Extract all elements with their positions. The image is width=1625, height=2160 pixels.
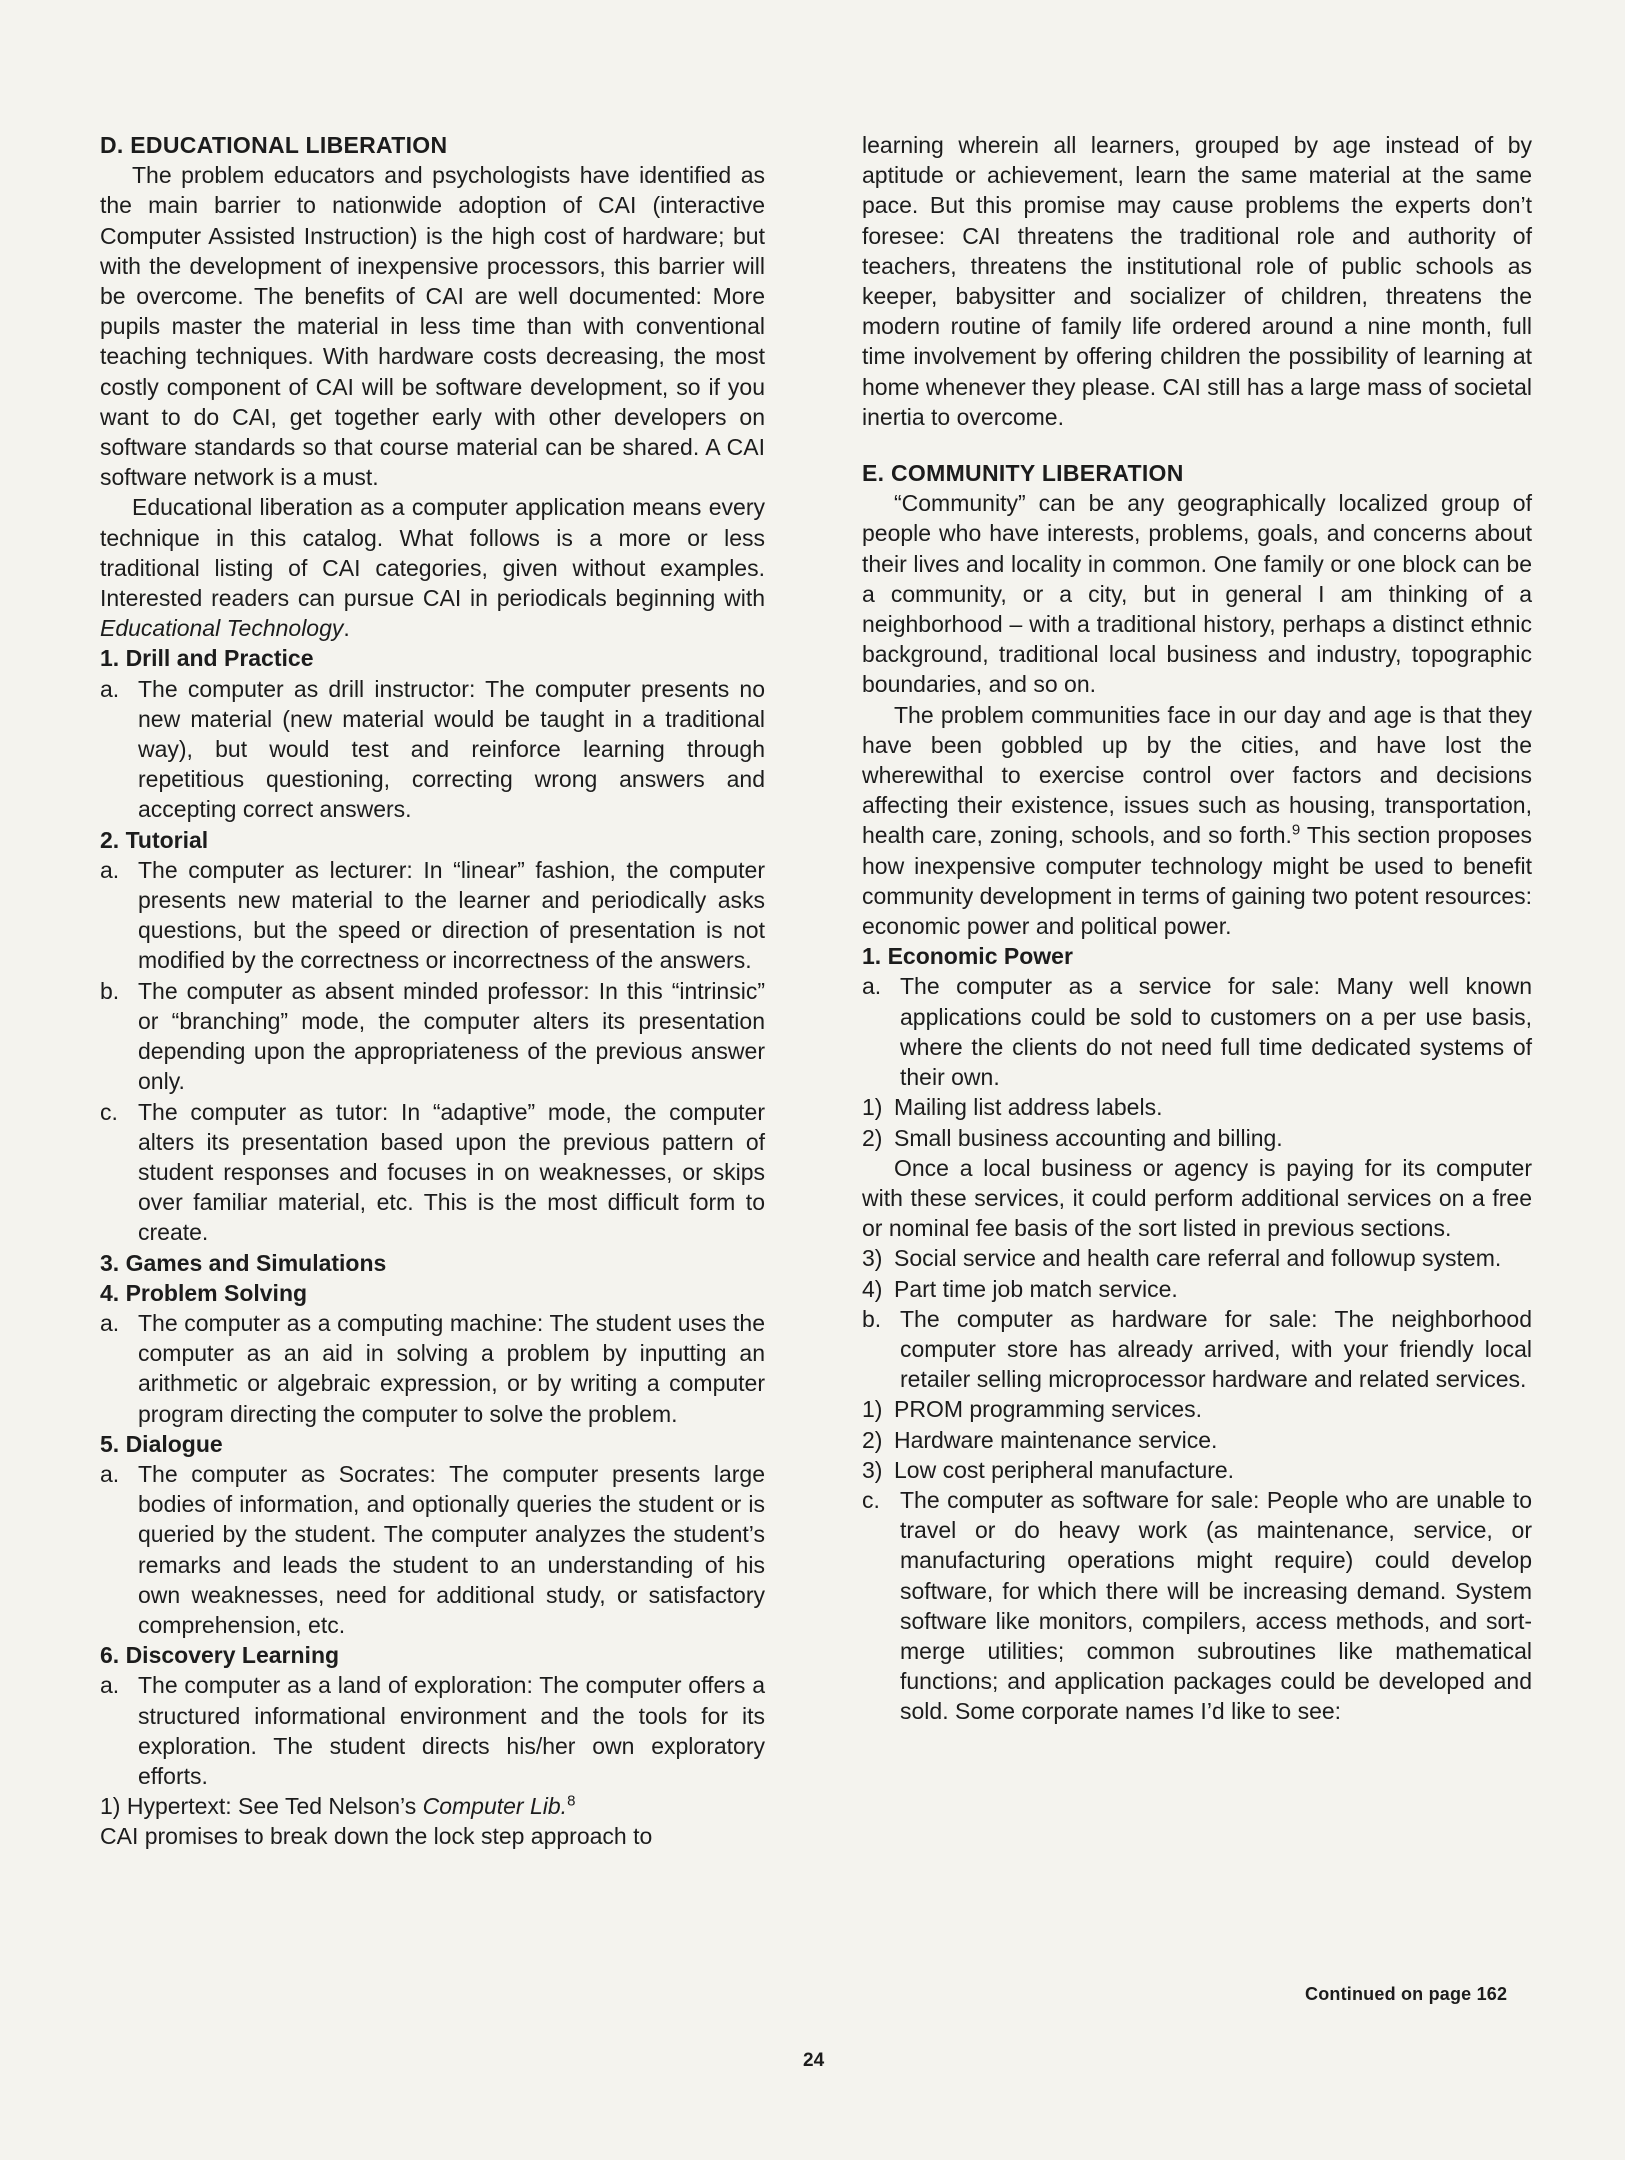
list-item xyxy=(100,674,765,825)
section-d-paragraph-1: The problem educators and psychologists have identified as the main barrier to nationwide adoption of CAI (interactive Computer Assisted Instruction) is the high cost of hardware; but with the development of inexpensive processors, this barrier will be overcome. The benefits of CAI are well documented: More pupils master the material in less time than with conventional teaching techniques. With hardware costs decreasing, the most costly component of CAI will be software development, so if you want to do CAI, get together early with other developers on software standards so that course material can be shared. A CAI software network is a must. xyxy=(100,162,765,491)
item-label: 2) xyxy=(862,1124,883,1151)
item-text: Part time job match service. xyxy=(894,1275,1178,1302)
item-text: The computer as lecturer: In “linear” fashion, the computer presents new material to the learner and periodically asks questions, but the speed or direction of presentation is not modified by the correctness or incorrectness of the answers. xyxy=(138,856,765,974)
sub-list-item xyxy=(862,1092,1532,1122)
list-heading-tutorial: 2. Tutorial xyxy=(100,826,209,853)
item-label: a. xyxy=(100,1460,120,1487)
item-label: c. xyxy=(862,1486,880,1513)
list-item xyxy=(100,855,765,976)
footnote-ref: 8 xyxy=(567,1792,576,1810)
periodical-title: Educational Technology xyxy=(100,615,344,642)
item-text: The computer as a computing machine: The student uses the computer as an aid in solving a problem by inputting an arithmetic or algebraic expression, or by writing a computer program directing the computer to solve the problem. xyxy=(138,1309,765,1427)
item-text: Small business accounting and billing. xyxy=(894,1124,1283,1151)
section-d-paragraph-2 xyxy=(100,492,765,643)
sub-list-item xyxy=(862,1243,1532,1273)
list-item xyxy=(862,971,1532,1092)
item-text: Social service and health care referral and followup system. xyxy=(894,1245,1502,1272)
item-text: The computer as drill instructor: The computer presents no new material (new material would be taught in a traditional way), but would test and reinforce learning through repetitious questioning, correcting wrong answers and accepting correct answers. xyxy=(138,675,765,823)
list-item xyxy=(100,1459,765,1640)
list-item xyxy=(862,1304,1532,1395)
list-heading-economic-power: 1. Economic Power xyxy=(862,943,1073,970)
item-label: b. xyxy=(100,977,120,1004)
item-label: c. xyxy=(100,1098,118,1125)
item-label: a. xyxy=(100,675,120,702)
right-column xyxy=(862,130,1532,1727)
continued-paragraph: learning wherein all learners, grouped by age instead of by aptitude or achievement, learn the same material at the same pace. But this promise may cause problems the experts don’t foresee: CAI threatens the traditional role and authority of teachers, threatens the institutional role of public schools as keeper, babysitter and socializer of children, threatens the modern routine of family life ordered around a nine month, full time involvement by offering children the possibility of learning at home whenever they please. CAI still has a large mass of societal inertia to overcome. xyxy=(862,132,1532,430)
item-label: a. xyxy=(100,1309,120,1336)
sub-list-item xyxy=(862,1394,1532,1424)
item-text: Low cost peripheral manufacture. xyxy=(894,1456,1235,1483)
closing-line: CAI promises to break down the lock step approach to xyxy=(100,1823,653,1850)
section-e-heading: E. COMMUNITY LIBERATION xyxy=(862,460,1184,487)
list-heading-discovery: 6. Discovery Learning xyxy=(100,1642,340,1669)
continued-on-note: Continued on page 162 xyxy=(1305,1984,1508,2004)
list-item xyxy=(100,976,765,1097)
item-text: PROM programming services. xyxy=(894,1396,1203,1423)
item-label: 3) xyxy=(862,1245,883,1272)
sub-list-note: Once a local business or agency is paying for its computer with these services, it could perform additional services on a free or nominal fee basis of the sort listed in previous sections. xyxy=(862,1154,1532,1242)
sub-list-item xyxy=(862,1123,1532,1153)
hypertext-item xyxy=(100,1791,765,1821)
section-gap xyxy=(862,432,1532,458)
item-label: 2) xyxy=(862,1426,883,1453)
sub-list-item xyxy=(862,1455,1532,1485)
page-number: 24 xyxy=(803,2050,825,2071)
list-item xyxy=(100,1308,765,1429)
list-item xyxy=(862,1485,1532,1727)
item-text: The computer as software for sale: People who are unable to travel or do heavy work (as maintenance, service, or manufacturing operations might require) could develop software, for which there will be increasing demand. System software like monitors, compilers, access methods, and sort-merge utilities; common subroutines like mathematical functions; and application packages could be developed and sold. Some corporate names I’d like to see: xyxy=(900,1486,1532,1725)
item-text: The computer as a service for sale: Many well known applications could be sold to customers on a per use basis, where the clients do not need full time dedicated systems of their own. xyxy=(900,973,1532,1091)
sub-list-item xyxy=(862,1274,1532,1304)
list-heading-drill: 1. Drill and Practice xyxy=(100,645,314,672)
section-e-paragraph-1: “Community” can be any geographically localized group of people who have interests, problems, goals, and concerns about their lives and locality in common. One family or one block can be a community, or a city, but in general I am thinking of a neighborhood – with a traditional history, perhaps a distinct ethnic background, traditional local business and industry, topographic boundaries, and so on. xyxy=(862,490,1532,698)
book-title: Computer Lib. xyxy=(422,1793,568,1820)
item-text: The computer as hardware for sale: The neighborhood computer store has already arrived, with your friendly local retailer selling microprocessor hardware and related services. xyxy=(900,1305,1532,1393)
paragraph-2-text: Educational liberation as a computer application means every technique in this catalog. What follows is a more or less traditional listing of CAI categories, given without examples. Interested readers can pursue CAI in periodicals beginning with xyxy=(100,494,765,612)
footnote-ref: 9 xyxy=(1291,821,1301,839)
paragraph-2-end: . xyxy=(343,615,350,642)
item-label: a. xyxy=(100,1672,120,1699)
section-e-paragraph-2 xyxy=(862,700,1532,942)
section-d-heading: D. EDUCATIONAL LIBERATION xyxy=(100,132,448,158)
item-label: 1) xyxy=(862,1396,883,1423)
item-text: Hardware maintenance service. xyxy=(894,1426,1218,1453)
paragraph-2-text: The problem communities face in our day and age is that they have been gobbled up by the cities, and have lost the wherewithal to exercise control over factors and decisions affecting their existence, issues such as housing, transportation, health care, zoning, schools, and so forth. xyxy=(862,701,1532,849)
item-label: 3) xyxy=(862,1456,883,1483)
list-heading-games: 3. Games and Simulations xyxy=(100,1249,387,1276)
list-item xyxy=(100,1097,765,1248)
item-label: a. xyxy=(862,973,882,1000)
item-label: b. xyxy=(862,1305,882,1332)
item-label: 4) xyxy=(862,1275,883,1302)
left-column xyxy=(100,130,765,1852)
item-text: Mailing list address labels. xyxy=(894,1094,1163,1121)
item-text: The computer as absent minded professor: In this “intrinsic” or “branching” mode, the computer alters its presentation depending upon the appropriateness of the previous answer only. xyxy=(138,977,765,1095)
paragraph-2-rest: This section proposes how inexpensive computer technology might be used to benefit community development in terms of gaining two potent resources: economic power and political power. xyxy=(862,822,1532,940)
list-item xyxy=(100,1670,765,1791)
hypertext-text: 1) Hypertext: See Ted Nelson’s xyxy=(100,1793,423,1820)
item-text: The computer as tutor: In “adaptive” mode, the computer alters its presentation based upon the previous pattern of student responses and focuses in on weaknesses, or skips over familiar material, etc. This is the most difficult form to create. xyxy=(138,1098,765,1246)
list-heading-problem-solving: 4. Problem Solving xyxy=(100,1279,308,1306)
sub-list-item xyxy=(862,1425,1532,1455)
list-heading-dialogue: 5. Dialogue xyxy=(100,1430,223,1457)
item-text: The computer as a land of exploration: The computer offers a structured informational environment and the tools for its exploration. The student directs his/her own exploratory efforts. xyxy=(138,1672,765,1789)
item-text: The computer as Socrates: The computer presents large bodies of information, and optionally queries the student or is queried by the student. The computer analyzes the student’s remarks and leads the student to an understanding of his own weaknesses, need for additional study, or satisfactory comprehension, etc. xyxy=(138,1460,765,1638)
item-label: a. xyxy=(100,856,120,883)
item-label: 1) xyxy=(862,1094,883,1121)
